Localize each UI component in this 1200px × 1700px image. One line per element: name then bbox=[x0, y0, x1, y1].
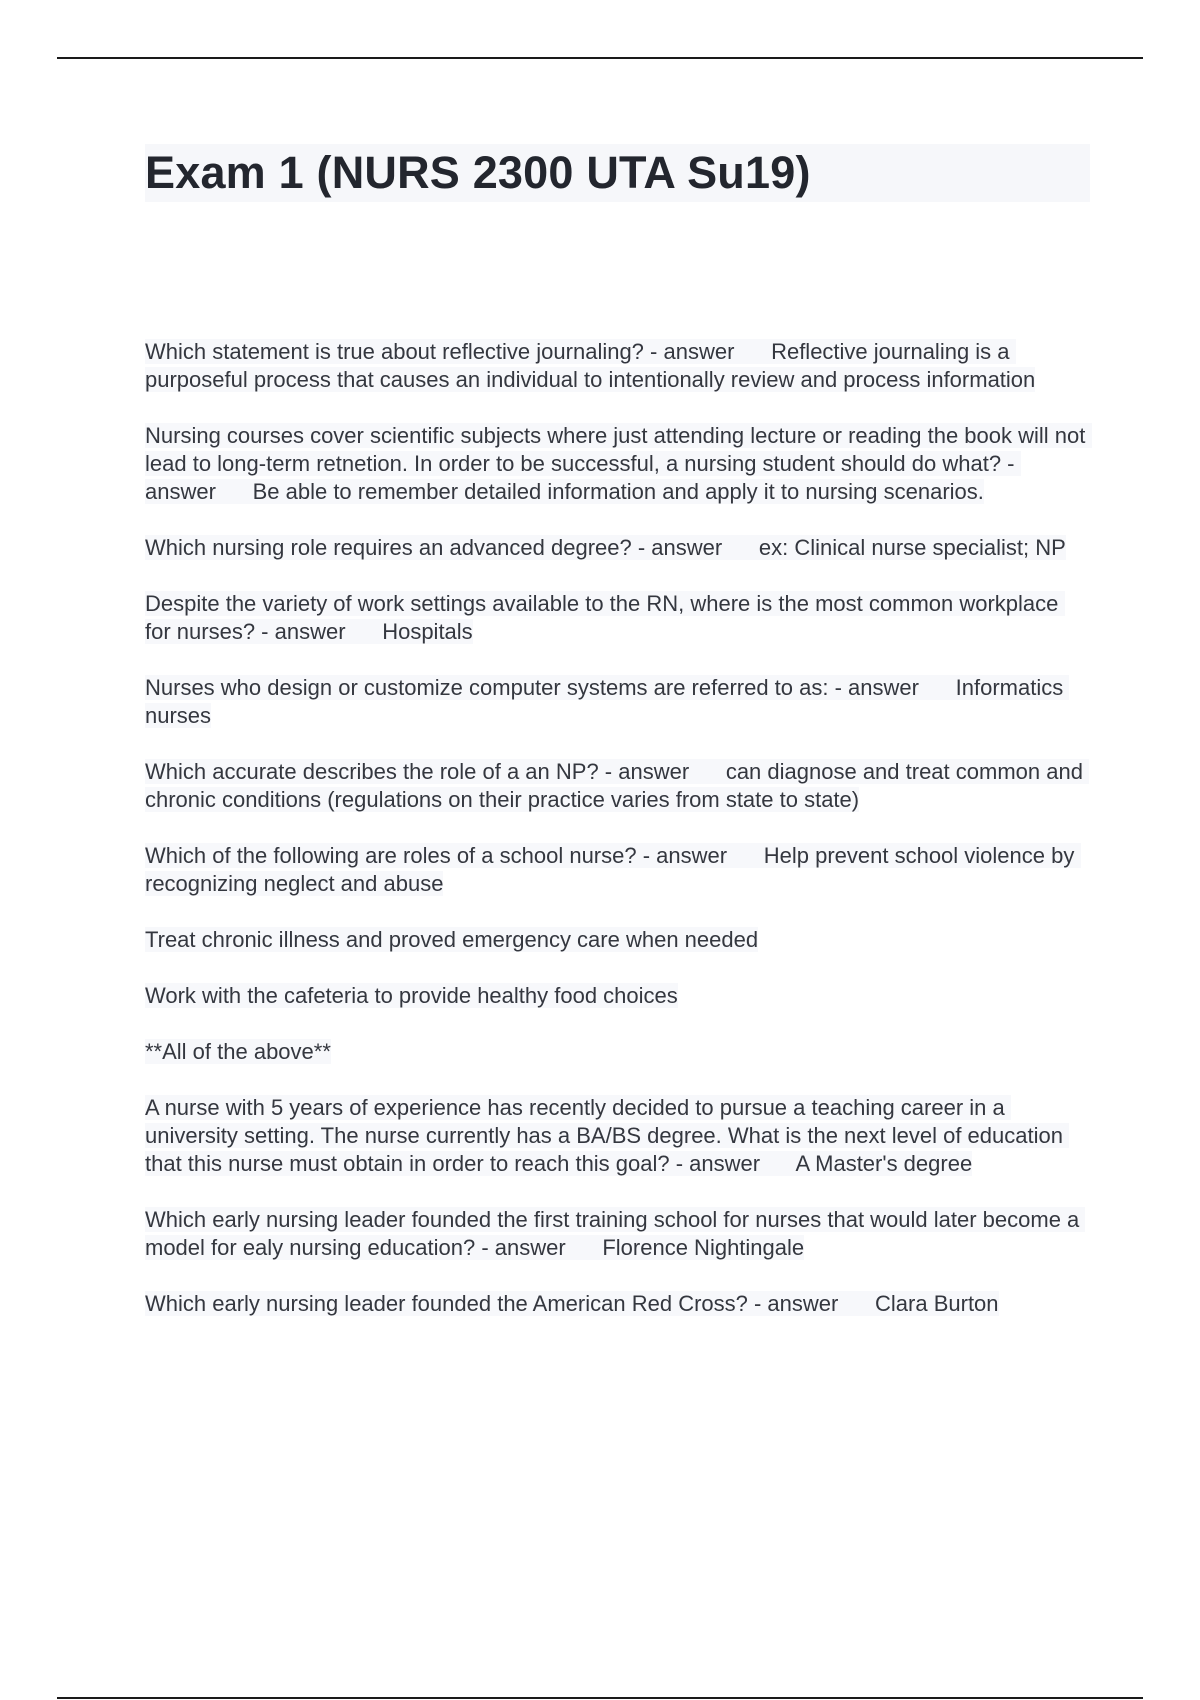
qa-text: Treat chronic illness and proved emergency care when needed bbox=[145, 927, 759, 952]
qa-item bbox=[145, 422, 1090, 506]
qa-item bbox=[145, 982, 1090, 1010]
qa-text: **All of the above** bbox=[145, 1039, 331, 1064]
qa-item bbox=[145, 1290, 1090, 1318]
qa-text: Which of the following are roles of a school nurse? - answer Help prevent school violence by recognizing neglect and abuse bbox=[145, 843, 1081, 896]
qa-text: Which early nursing leader founded the American Red Cross? - answer Clara Burton bbox=[145, 1291, 999, 1316]
qa-text: Which early nursing leader founded the first training school for nurses that would later become a model for ealy nursing education? - answer Florence Nightingale bbox=[145, 1207, 1086, 1260]
qa-text: A nurse with 5 years of experience has recently decided to pursue a teaching career in a university setting. The nurse currently has a BA/BS degree. What is the next level of education that this nurse must obtain in order to reach this goal? - answer A Master's degree bbox=[145, 1095, 1070, 1176]
qa-item bbox=[145, 534, 1090, 562]
qa-item bbox=[145, 674, 1090, 730]
qa-item bbox=[145, 758, 1090, 814]
qa-list bbox=[145, 338, 1090, 1318]
qa-item bbox=[145, 842, 1090, 898]
document-body bbox=[145, 144, 1090, 1346]
qa-item bbox=[145, 338, 1090, 394]
qa-item bbox=[145, 926, 1090, 954]
qa-item bbox=[145, 1094, 1090, 1178]
document-title: Exam 1 (NURS 2300 UTA Su19) bbox=[145, 144, 1090, 202]
qa-item bbox=[145, 1038, 1090, 1066]
qa-text: Despite the variety of work settings available to the RN, where is the most common workplace for nurses? - answer Hospitals bbox=[145, 591, 1065, 644]
qa-item bbox=[145, 1206, 1090, 1262]
top-rule bbox=[57, 57, 1143, 59]
qa-text: Which accurate describes the role of a an NP? - answer can diagnose and treat common and chronic conditions (regulations on their practice varies from state to state) bbox=[145, 759, 1090, 812]
qa-text: Nursing courses cover scientific subjects where just attending lecture or reading the book will not lead to long-term retnetion. In order to be successful, a nursing student should do what? - answer Be able to remember detailed information and apply it to nursing scenarios. bbox=[145, 423, 1092, 504]
qa-text: Nurses who design or customize computer systems are referred to as: - answer Informatics nurses bbox=[145, 675, 1070, 728]
bottom-rule bbox=[57, 1697, 1143, 1699]
qa-item bbox=[145, 590, 1090, 646]
qa-text: Which statement is true about reflective journaling? - answer Reflective journaling is a purposeful process that causes an individual to intentionally review and process information bbox=[145, 339, 1036, 392]
qa-text: Which nursing role requires an advanced degree? - answer ex: Clinical nurse specialist; NP bbox=[145, 535, 1066, 560]
qa-text: Work with the cafeteria to provide healthy food choices bbox=[145, 983, 678, 1008]
